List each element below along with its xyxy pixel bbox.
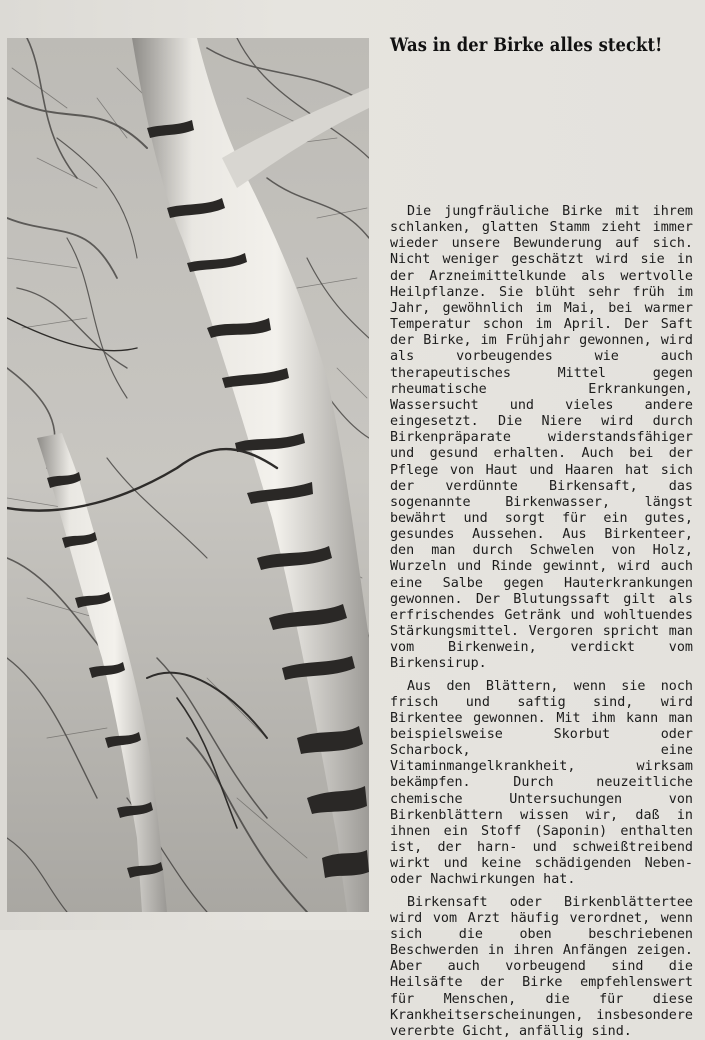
article-paragraph: Aus den Blättern, wenn sie noch frisch und saftig sind, wird Birkentee gewonnen. Mit ihm kann man beispielsweise Skorbut oder Scharbock, eine Vitaminmangelkrankheit, wirksam bekämpfen. Durch neuzeitliche chemische Untersuchungen von Birkenblättern wissen wir, daß in ihnen ein Stoff (Saponin) enthalten ist, der harn- und schweißtreibend wirkt und keine schädigenden Neben- oder Nachwirkungen hat. [390, 678, 693, 888]
birch-tree-illustration [7, 38, 369, 912]
article-body [390, 204, 693, 1040]
birch-tree-photo [7, 38, 369, 912]
headline: Was in der Birke alles steckt! [390, 34, 663, 56]
article-paragraph: Die jungfräuliche Birke mit ihrem schlanken, glatten Stamm zieht immer wieder unsere Bewunderung auf sich. Nicht weniger geschätzt wird sie in der Arzneimittelkunde als wertvolle Heilpflanze. Sie blüht sehr früh im Jahr, gewöhnlich im Mai, bei warmer Temperatur schon im April. Der Saft der Birke, im Frühjahr gewonnen, wird als vorbeugendes wie auch therapeutisches Mittel gegen rheumatische Erkrankungen, Wassersucht und vieles andere eingesetzt. Die Niere wird durch Birkenpräparate widerstandsfähiger und gesund erhalten. Auch bei der Pflege von Haut und Haaren hat sich der verdünnte Birkensaft, das sogenannte Birkenwasser, längst bewährt und sorgt für ein gutes, gesundes Aussehen. Aus Birkenteer, den man durch Schwelen von Holz, Wurzeln und Rinde gewinnt, wird auch eine Salbe gegen Hauterkrankungen gewonnen. Der Blutungssaft gilt als erfrischendes Getränk und wohltuendes Stärkungsmittel. Vergoren spricht man vom Birkenwein, verdickt vom Birkensirup. [390, 204, 693, 672]
article-paragraph: Birkensaft oder Birkenblättertee wird vom Arzt häufig verordnet, wenn sich die oben beschriebenen Beschwerden in ihren Anfängen zeigen. Aber auch vorbeugend sind die Heilsäfte der Birke empfehlenswert für Menschen, die für diese Krankheitserscheinungen, insbesondere vererbte Gicht, anfällig sind. [390, 894, 693, 1039]
